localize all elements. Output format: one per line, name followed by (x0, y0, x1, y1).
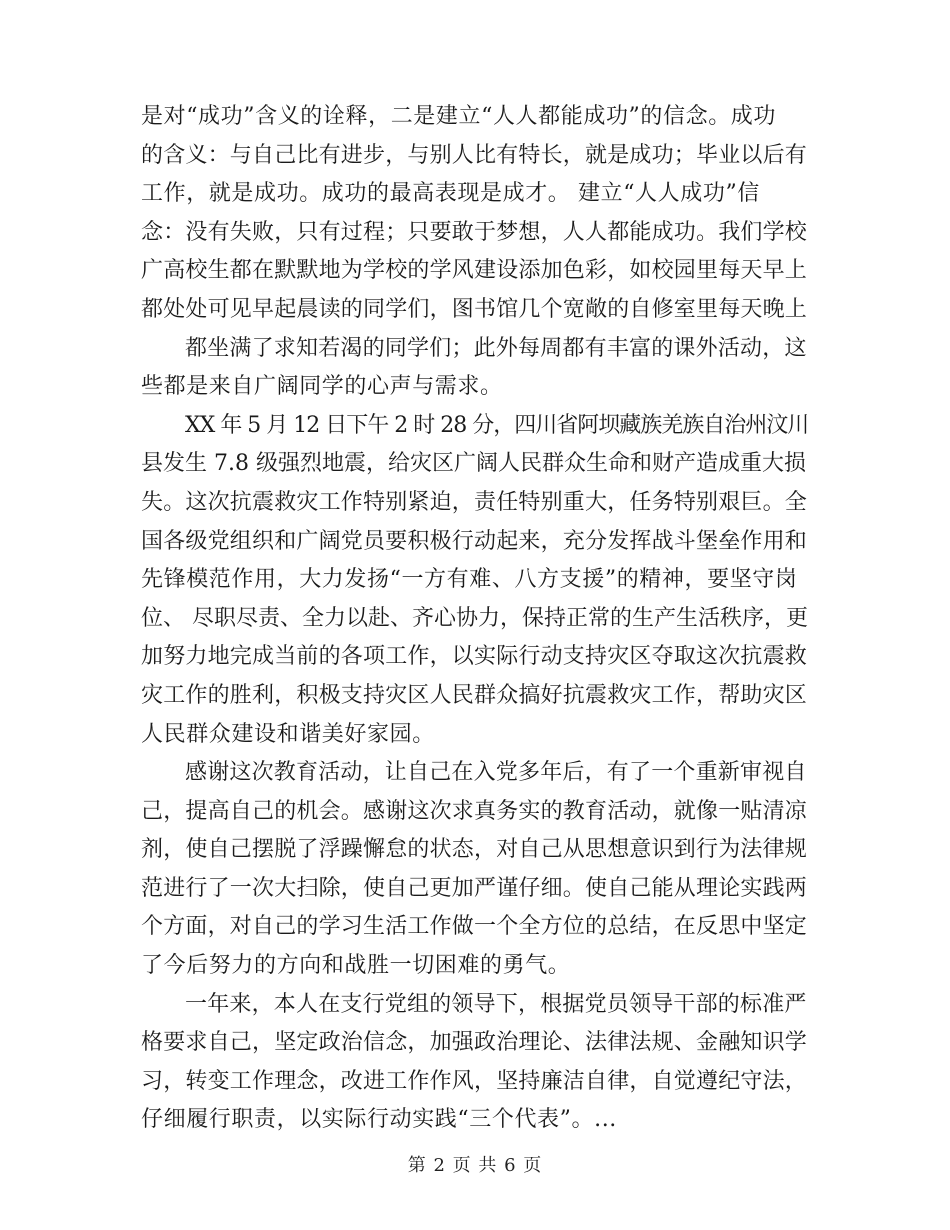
text-line: 灾工作的胜利，积极支持灾区人民群众搞好抗震救灾工作，帮助灾区 (141, 682, 808, 708)
text-line: 范进行了一次大扫除，使自己更加严谨仔细。使自己能从理论实践两 (141, 875, 808, 901)
text-line: 先锋模范作用，大力发扬“一方有难、八方支援”的精神，要坚守岗 (141, 567, 798, 593)
text-line: 都处处可见早起晨读的同学们，图书馆几个宽敞的自修室里每天晚上 (141, 296, 808, 322)
text-line: 的含义：与自己比有进步，与别人比有特长，就是成功；毕业以后有 (141, 142, 808, 168)
text-line: XX 年 5 月 12 日下午 2 时 28 分，四川省阿坝藏族羌族自治州汶川 (185, 412, 809, 438)
text-line: 国各级党组织和广阔党员要积极行动起来，充分发挥战斗堡垒作用和 (141, 528, 808, 554)
page-number-footer: 第 2 页 共 6 页 (407, 1155, 543, 1176)
text-line: 加努力地完成当前的各项工作，以实际行动支持灾区夺取这次抗震救 (141, 644, 808, 670)
text-line: 个方面，对自己的学习生活工作做一个全方位的总结，在反思中坚定 (141, 914, 808, 940)
text-line: 念：没有失败，只有过程；只要敢于梦想，人人都能成功。我们学校 (141, 219, 808, 245)
text-line: 剂，使自己摆脱了浮躁懈怠的状态，对自己从思想意识到行为法律规 (141, 837, 808, 863)
text-line: 失。这次抗震救灾工作特别紧迫，责任特别重大，任务特别艰巨。全 (141, 489, 808, 515)
text-line: 广高校生都在默默地为学校的学风建设添加色彩，如校园里每天早上 (141, 258, 808, 284)
text-line: 一年来，本人在支行党组的领导下，根据党员领导干部的标准严 (185, 991, 807, 1017)
document-body (141, 98, 809, 1140)
text-line: 位、 尽职尽责、全力以赴、齐心协力，保持正常的生产生活秩序，更 (141, 605, 808, 631)
text-line: 己，提高自己的机会。感谢这次求真务实的教育活动，就像一贴清凉 (141, 798, 808, 824)
text-line: 格要求自己，坚定政治信念，加强政治理论、法律法规、金融知识学 (141, 1030, 808, 1056)
text-line: 习，转变工作理念，改进工作作风，坚持廉洁自律，自觉遵纪守法， (141, 1068, 808, 1094)
text-line: 些都是来自广阔同学的心声与需求。 (141, 374, 503, 400)
text-line: 是对“成功”含义的诠释，二是建立“人人都能成功”的信念。成功 (141, 104, 776, 129)
text-line: 县发生 7.8 级强烈地震，给灾区广阔人民群众生命和财产造成重大损 (141, 451, 806, 477)
text-line: 感谢这次教育活动，让自己在入党多年后，有了一个重新审视自 (185, 760, 807, 786)
text-line: 工作，就是成功。成功的最高表现是成才。 建立“人人成功”信 (141, 181, 760, 207)
text-line: 仔细履行职责，以实际行动实践“三个代表”。... (141, 1107, 617, 1133)
text-line: 了今后努力的方向和战胜一切困难的勇气。 (141, 953, 571, 979)
text-line: 都坐满了求知若渴的同学们；此外每周都有丰富的课外活动，这 (185, 335, 807, 361)
text-line: 人民群众建设和谐美好家园。 (141, 721, 435, 747)
